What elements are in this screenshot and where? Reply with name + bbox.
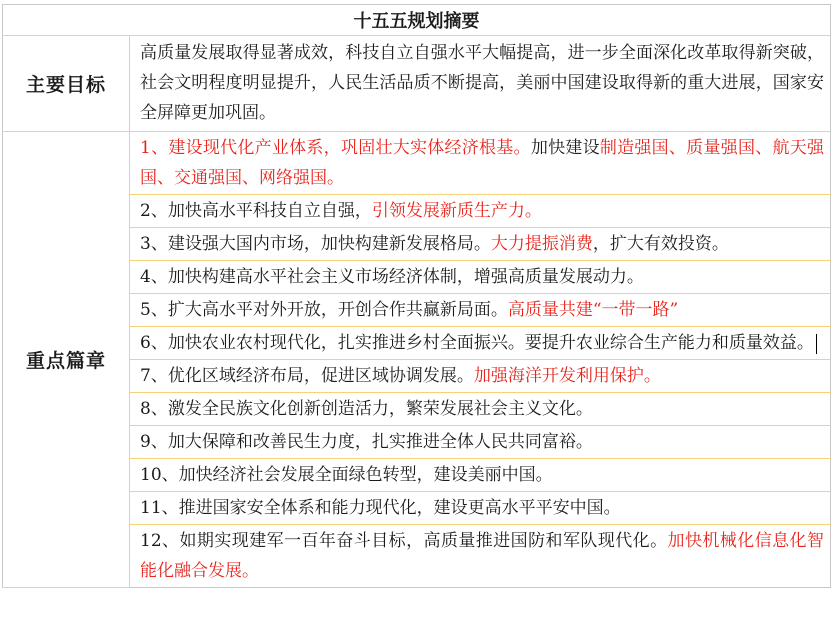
chapter-text: 4、加快构建高水平社会主义市场经济体制，增强高质量发展动力。 [140, 267, 644, 287]
chapter-item-cell[interactable] [130, 426, 831, 459]
main-goal-text[interactable]: 高质量发展取得显著成效，科技自立自强水平大幅提高，进一步全面深化改革取得新突破，社会文明程度明显提升，人民生活品质不断提高，美丽中国建设取得新的重大进展，国家安全屏障更加巩固。 [130, 36, 831, 132]
chapter-item-cell[interactable] [130, 228, 831, 261]
chapter-item-cell[interactable] [130, 492, 831, 525]
chapter-text: 8、激发全民族文化创新创造活力，繁荣发展社会主义文化。 [140, 399, 593, 419]
chapter-item-cell[interactable] [130, 360, 831, 393]
chapter-item-cell[interactable] [130, 525, 831, 588]
chapter-text: 2、加快高水平科技自立自强， [140, 201, 372, 221]
main-goal-label[interactable]: 主要目标 [3, 36, 130, 132]
main-goal-row [3, 36, 831, 132]
key-chapters-label[interactable]: 重点篇章 [3, 132, 130, 588]
chapter-row [3, 132, 831, 195]
chapter-item-cell[interactable] [130, 132, 831, 195]
chapter-highlight-text: 制造强国、质量强国、航天强国、交通强国、网络强国。 [140, 138, 825, 188]
chapter-text: ，扩大有效投资。 [592, 234, 729, 254]
text-cursor [816, 334, 817, 354]
chapter-highlight-text: 引领发展新质生产力。 [371, 201, 542, 221]
chapter-text: 3、建设强大国内市场，加快构建新发展格局。 [140, 234, 491, 254]
chapter-item-cell[interactable] [130, 261, 831, 294]
chapter-item-cell[interactable] [130, 327, 831, 360]
chapter-text: 5、扩大高水平对外开放，开创合作共赢新局面。 [140, 300, 508, 320]
chapter-highlight-text: 加快机械化信息化智能化融合发展。 [140, 531, 824, 581]
chapter-item-cell[interactable] [130, 294, 831, 327]
chapter-text: 9、加大保障和改善民生力度，扎实推进全体人民共同富裕。 [140, 432, 593, 452]
chapter-item-cell[interactable] [130, 195, 831, 228]
table-title[interactable]: 十五五规划摘要 [3, 5, 831, 36]
chapter-text: 11、推进国家安全体系和能力现代化，建设更高水平平安中国。 [140, 498, 621, 518]
chapter-item-cell[interactable] [130, 459, 831, 492]
chapter-highlight-text: 大力提振消费 [490, 234, 593, 254]
chapter-text: 加快建设 [530, 138, 600, 158]
title-row [3, 5, 831, 36]
chapter-highlight-text: 1、建设现代化产业体系，巩固壮大实体经济根基。 [140, 138, 531, 158]
chapter-text: 10、加快经济社会发展全面绿色转型，建设美丽中国。 [140, 465, 553, 485]
chapter-item-cell[interactable] [130, 393, 831, 426]
chapter-text: 12、如期实现建军一百年奋斗目标，高质量推进国防和军队现代化。 [140, 531, 668, 551]
chapter-text: 6、加快农业农村现代化，扎实推进乡村全面振兴。要提升农业综合生产能力和质量效益。 [140, 333, 814, 353]
chapter-highlight-text: 高质量共建“一带一路” [507, 300, 679, 320]
plan-summary-table [2, 4, 831, 588]
chapter-text: 7、优化区域经济布局，促进区域协调发展。 [140, 366, 474, 386]
chapter-highlight-text: 加强海洋开发利用保护。 [473, 366, 661, 386]
